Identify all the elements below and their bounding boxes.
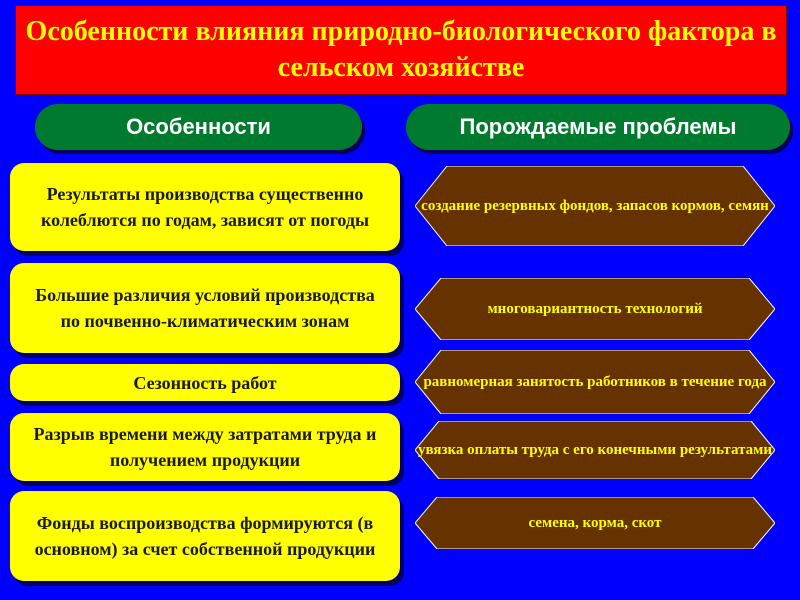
slide-title-box (15, 5, 787, 95)
feature-text-5: Фонды воспроизводства формируются (в основном) за счет собственной продукции (34, 513, 376, 559)
feature-box-3 (10, 364, 400, 401)
problems-header-label: Порождаемые проблемы (459, 114, 737, 139)
feature-text-4: Разрыв времени между затратами труда и получением продукции (33, 424, 377, 470)
problem-text-2: многовариантность технологий (487, 301, 703, 317)
feature-box-4 (10, 413, 400, 481)
problem-box-5 (415, 497, 775, 549)
problem-text-1: создание резервных фондов, запасов кормов, семян (421, 198, 769, 214)
feature-box-2 (10, 263, 400, 353)
problem-box-4 (415, 421, 775, 479)
feature-text-1: Результаты производства существенно колеблются по годам, зависят от погоды (40, 184, 370, 230)
problem-box-2 (415, 278, 775, 340)
problem-box-1 (415, 166, 775, 246)
feature-text-2: Большие различия условий производства по почвенно-климатическим зонам (35, 285, 375, 331)
problem-text-4: увязка оплаты труда с его конечными результатами (417, 442, 773, 458)
feature-box-5 (10, 491, 400, 581)
problems-header (406, 104, 790, 150)
problem-text-5: семена, корма, скот (528, 515, 662, 531)
feature-text-3: Сезонность работ (133, 372, 277, 393)
problem-text-3: равномерная занятость работников в течение года (423, 374, 767, 390)
features-header (35, 104, 362, 150)
slide-title: Особенности влияния природно-биологического фактора в сельском хозяйстве (25, 16, 777, 83)
problem-box-3 (415, 350, 775, 414)
feature-box-1 (10, 163, 400, 251)
features-header-label: Особенности (126, 114, 271, 139)
